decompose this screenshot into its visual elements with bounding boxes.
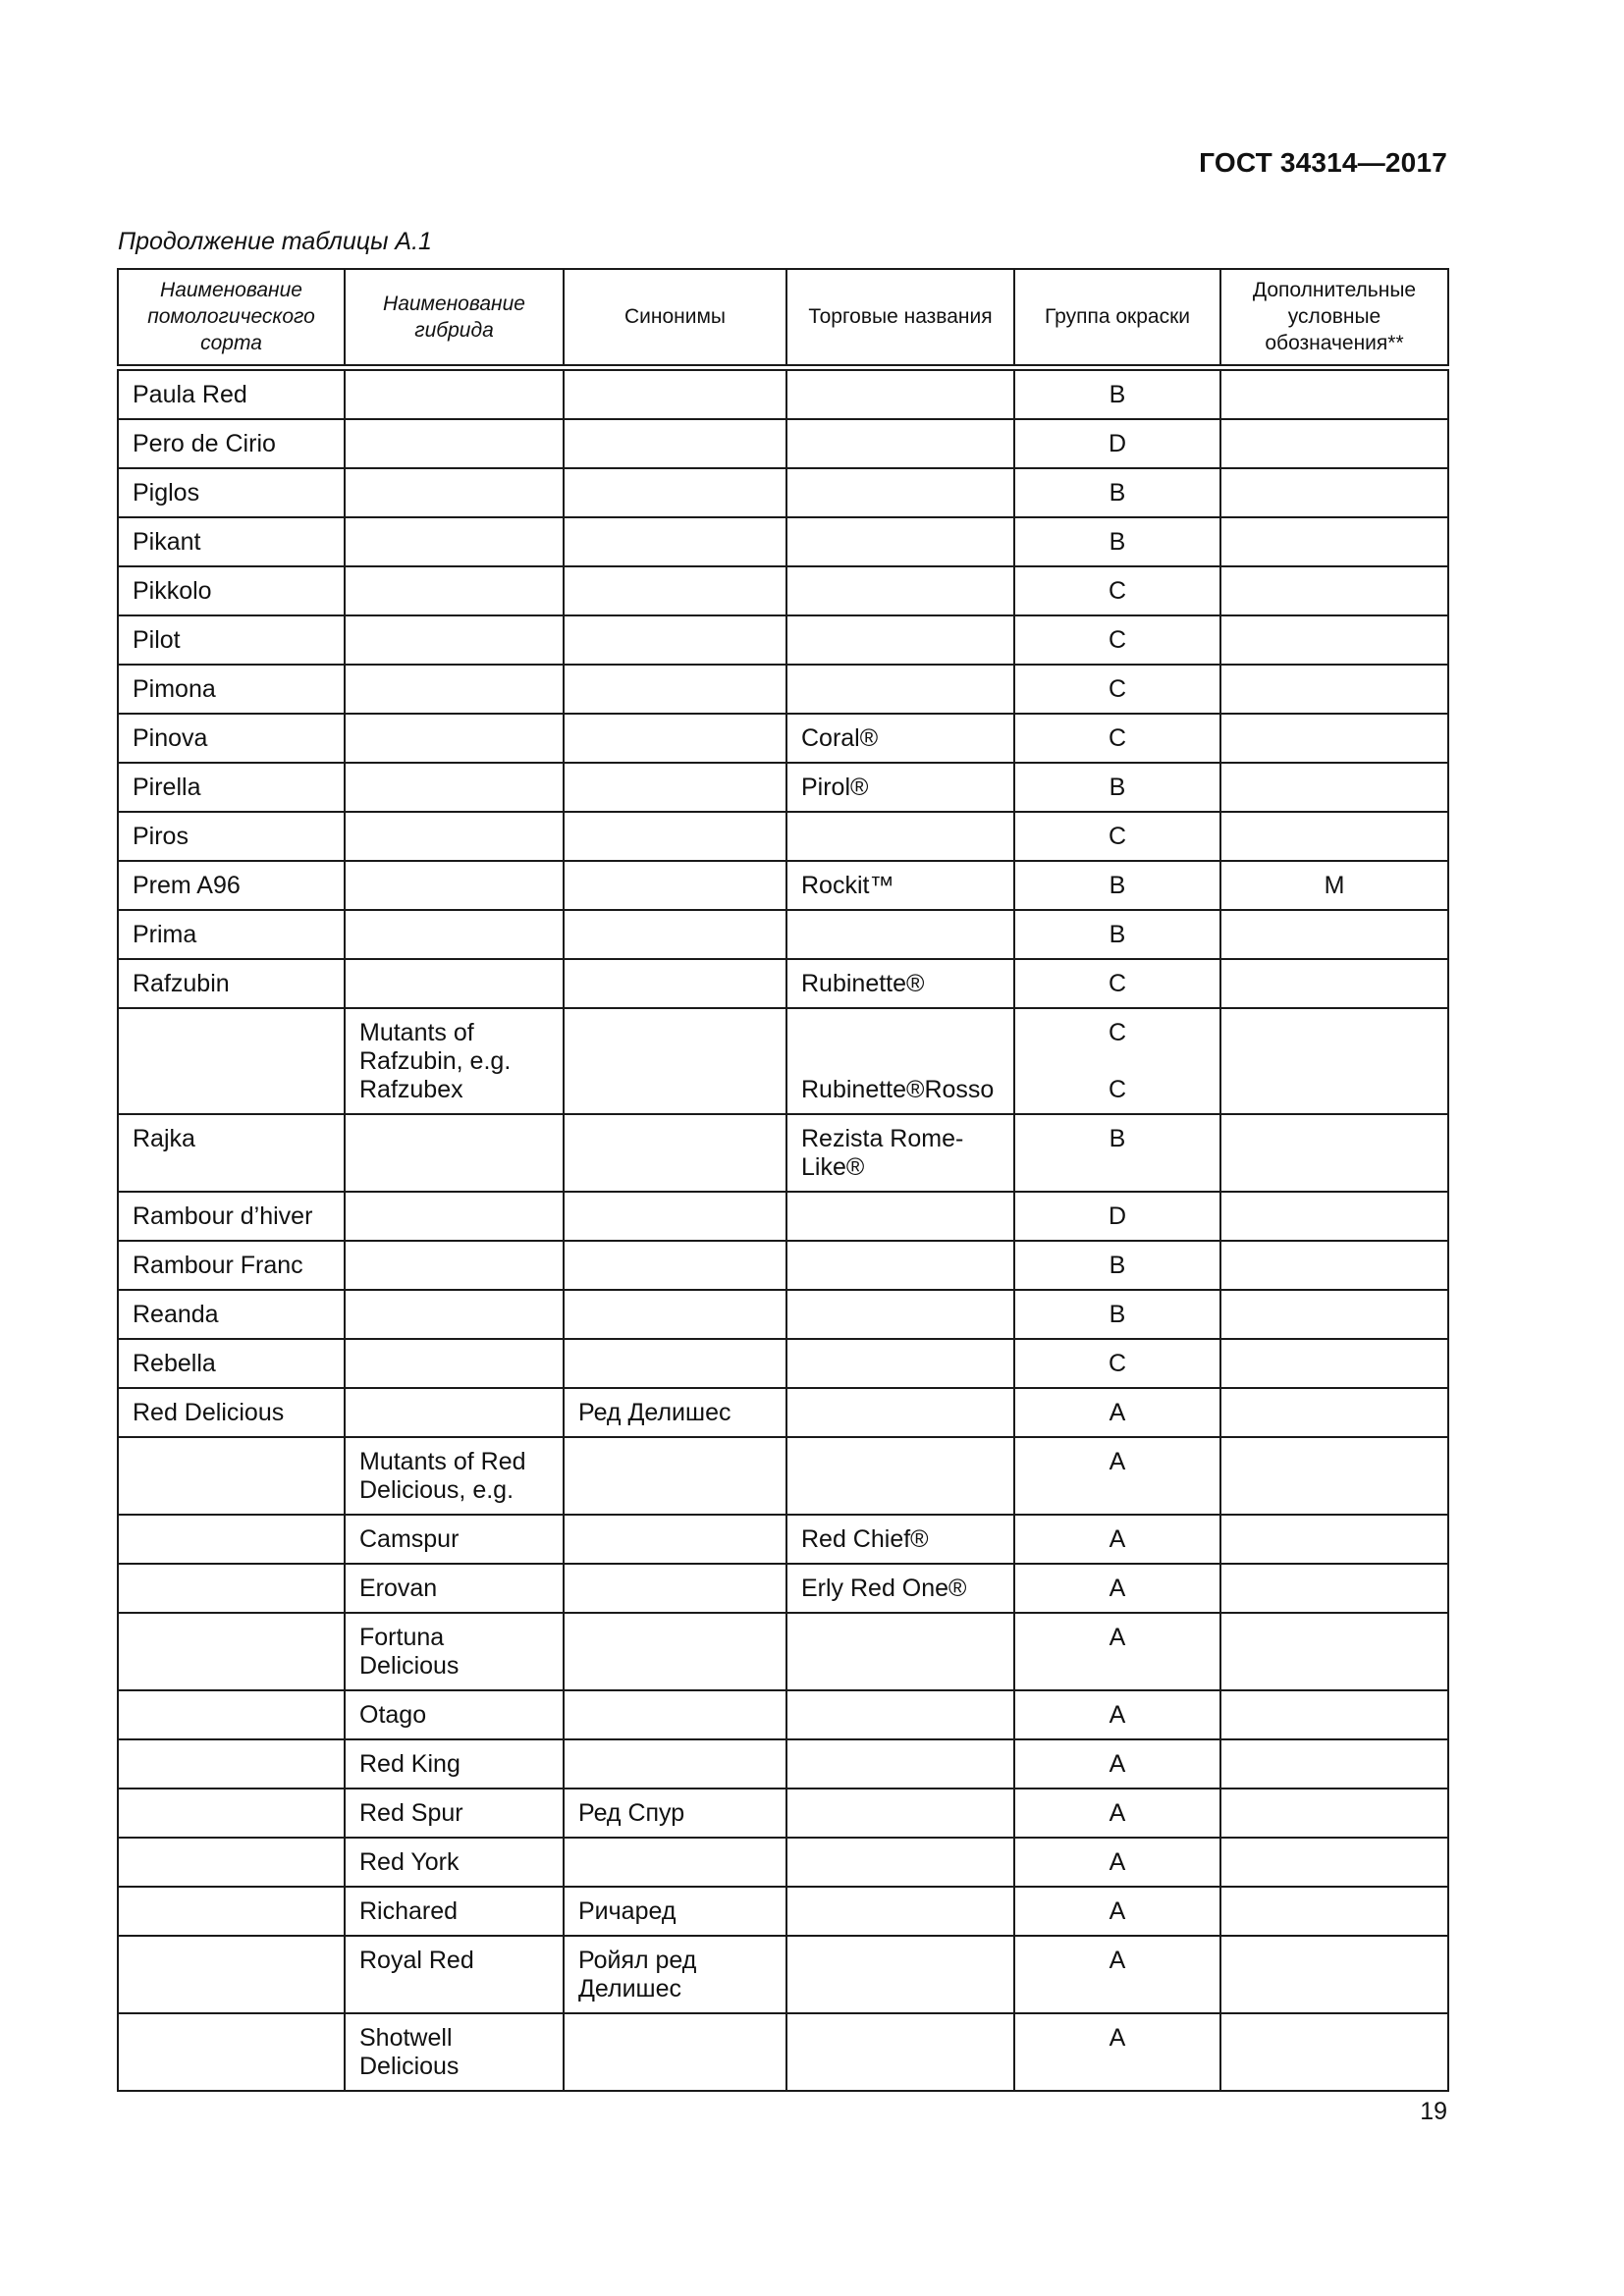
cell-variety (118, 2013, 345, 2091)
cell-hybrid: Fortuna Delicious (345, 1613, 564, 1690)
cell-hybrid (345, 1192, 564, 1241)
cell-color-group: C (1014, 714, 1220, 763)
cell-hybrid (345, 367, 564, 419)
cell-color-group: B (1014, 1114, 1220, 1192)
cell-synonyms (564, 419, 786, 468)
cell-variety: Reanda (118, 1290, 345, 1339)
cell-synonyms (564, 1613, 786, 1690)
cell-extra-mark (1220, 1887, 1448, 1936)
table-row (118, 665, 1448, 714)
cell-trade-name (786, 2013, 1014, 2091)
cell-hybrid (345, 910, 564, 959)
cell-trade-name (786, 468, 1014, 517)
cell-color-group: A (1014, 2013, 1220, 2091)
cell-trade-name (786, 1613, 1014, 1690)
cell-trade-name (786, 1936, 1014, 2013)
cell-color-group: B (1014, 1290, 1220, 1339)
cell-synonyms (564, 1192, 786, 1241)
cell-synonyms (564, 1515, 786, 1564)
cell-trade-name (786, 1192, 1014, 1241)
cell-trade-name: Pirol® (786, 763, 1014, 812)
cell-extra-mark (1220, 763, 1448, 812)
cell-color-group: A (1014, 1789, 1220, 1838)
col-header-extra-marks: Дополнительные условные обозначения** (1220, 269, 1448, 367)
cell-color-group: C (1014, 812, 1220, 861)
cell-trade-name (786, 566, 1014, 615)
col-header-trade-names: Торговые названия (786, 269, 1014, 367)
color-group-value: C (1108, 1018, 1127, 1046)
cell-synonyms (564, 367, 786, 419)
cell-color-group: C (1014, 665, 1220, 714)
cell-trade-name (786, 1690, 1014, 1739)
cell-synonyms (564, 763, 786, 812)
cell-color-group: A (1014, 1564, 1220, 1613)
cell-variety: Prima (118, 910, 345, 959)
table-row (118, 861, 1448, 910)
table-body (118, 367, 1448, 2091)
cell-variety (118, 1613, 345, 1690)
cell-synonyms (564, 615, 786, 665)
cell-synonyms (564, 2013, 786, 2091)
cell-color-group: D (1014, 419, 1220, 468)
table-row (118, 1789, 1448, 1838)
cell-hybrid (345, 959, 564, 1008)
header-row (118, 269, 1448, 367)
cell-color-group: D (1014, 1192, 1220, 1241)
table-row (118, 1339, 1448, 1388)
cell-hybrid (345, 861, 564, 910)
cell-trade-name (786, 1290, 1014, 1339)
cell-synonyms: Ред Делишес (564, 1388, 786, 1437)
table-container (117, 268, 1447, 2092)
cell-hybrid (345, 1290, 564, 1339)
cell-synonyms: Ред Спур (564, 1789, 786, 1838)
cell-hybrid (345, 763, 564, 812)
cell-trade-name: Erly Red One® (786, 1564, 1014, 1613)
cell-variety (118, 1564, 345, 1613)
table-row (118, 1008, 1448, 1114)
cell-hybrid (345, 419, 564, 468)
cell-trade-name (786, 812, 1014, 861)
cell-extra-mark (1220, 1739, 1448, 1789)
cell-hybrid (345, 714, 564, 763)
cell-variety (118, 1936, 345, 2013)
cell-variety: Pimona (118, 665, 345, 714)
cell-color-group: A (1014, 1887, 1220, 1936)
cell-trade-name (786, 1887, 1014, 1936)
cell-extra-mark (1220, 2013, 1448, 2091)
cell-hybrid: Otago (345, 1690, 564, 1739)
table-row (118, 1388, 1448, 1437)
cell-color-group: B (1014, 763, 1220, 812)
cell-hybrid (345, 665, 564, 714)
table-row (118, 1437, 1448, 1515)
cell-trade-name: Coral® (786, 714, 1014, 763)
cell-extra-mark (1220, 1192, 1448, 1241)
cell-extra-mark (1220, 1241, 1448, 1290)
cell-variety: Rebella (118, 1339, 345, 1388)
table-row (118, 1515, 1448, 1564)
cell-extra-mark (1220, 1388, 1448, 1437)
cell-variety: Piglos (118, 468, 345, 517)
table-row (118, 1192, 1448, 1241)
cell-trade-name: Rubinette® (786, 959, 1014, 1008)
cell-synonyms (564, 1564, 786, 1613)
cell-hybrid: Erovan (345, 1564, 564, 1613)
cell-synonyms (564, 1437, 786, 1515)
col-header-variety: Наименование помологического сорта (118, 269, 345, 367)
cell-variety: Red Delicious (118, 1388, 345, 1437)
cell-variety (118, 1739, 345, 1789)
table-row (118, 1936, 1448, 2013)
cell-extra-mark (1220, 517, 1448, 566)
cell-color-group: A (1014, 1739, 1220, 1789)
cell-trade-name (786, 367, 1014, 419)
cell-hybrid: Royal Red (345, 1936, 564, 2013)
cell-trade-name (786, 517, 1014, 566)
cell-color-group: A (1014, 1388, 1220, 1437)
cell-color-group: A (1014, 1936, 1220, 2013)
cell-trade-name: Red Chief® (786, 1515, 1014, 1564)
cell-color-group: B (1014, 517, 1220, 566)
cell-color-group: B (1014, 1241, 1220, 1290)
cell-trade-name: Rockit™ (786, 861, 1014, 910)
cell-trade-name (786, 1437, 1014, 1515)
cell-synonyms (564, 517, 786, 566)
cell-color-group: C (1014, 959, 1220, 1008)
cell-extra-mark (1220, 910, 1448, 959)
table-header (118, 269, 1448, 367)
cell-color-group: B (1014, 910, 1220, 959)
cell-trade-name (786, 1008, 1014, 1114)
table-row (118, 959, 1448, 1008)
table-row (118, 910, 1448, 959)
cell-color-group: A (1014, 1515, 1220, 1564)
cell-synonyms (564, 1739, 786, 1789)
cell-hybrid: Mutants of Red Delicious, e.g. (345, 1437, 564, 1515)
cell-extra-mark (1220, 665, 1448, 714)
cell-variety: Rambour d’hiver (118, 1192, 345, 1241)
table-row (118, 1290, 1448, 1339)
cell-trade-name (786, 665, 1014, 714)
table-row (118, 1690, 1448, 1739)
cell-color-group: A (1014, 1613, 1220, 1690)
cell-extra-mark (1220, 566, 1448, 615)
cell-trade-name (786, 419, 1014, 468)
cell-synonyms (564, 1241, 786, 1290)
cell-hybrid: Mutants of Rafzubin, e.g. Rafzubex (345, 1008, 564, 1114)
cell-trade-name (786, 1339, 1014, 1388)
cell-color-group: C (1014, 1339, 1220, 1388)
col-header-color-group: Группа окраски (1014, 269, 1220, 367)
cell-extra-mark (1220, 959, 1448, 1008)
cell-trade-name (786, 1838, 1014, 1887)
cell-hybrid (345, 812, 564, 861)
cell-variety: Rajka (118, 1114, 345, 1192)
color-group-value: C (1108, 1075, 1127, 1103)
cell-hybrid (345, 1388, 564, 1437)
table-row (118, 1613, 1448, 1690)
cell-variety: Pirella (118, 763, 345, 812)
cell-extra-mark (1220, 1114, 1448, 1192)
table-row (118, 1739, 1448, 1789)
cell-variety: Paula Red (118, 367, 345, 419)
cell-synonyms: Ройял ред Делишес (564, 1936, 786, 2013)
cell-color-group: A (1014, 1437, 1220, 1515)
table-row (118, 419, 1448, 468)
cell-variety: Rambour Franc (118, 1241, 345, 1290)
cell-color-group (1014, 1008, 1220, 1114)
cell-synonyms (564, 812, 786, 861)
cell-hybrid: Red York (345, 1838, 564, 1887)
cell-synonyms (564, 1838, 786, 1887)
cell-variety: Piros (118, 812, 345, 861)
table-row (118, 615, 1448, 665)
cell-hybrid (345, 1241, 564, 1290)
cell-hybrid: Richared (345, 1887, 564, 1936)
cell-color-group: B (1014, 468, 1220, 517)
cell-extra-mark (1220, 419, 1448, 468)
cell-synonyms (564, 1339, 786, 1388)
cell-extra-mark (1220, 1789, 1448, 1838)
cell-variety (118, 1008, 345, 1114)
cell-hybrid (345, 468, 564, 517)
col-header-hybrid: Наименование гибрида (345, 269, 564, 367)
cell-variety: Pero de Cirio (118, 419, 345, 468)
cell-color-group: C (1014, 566, 1220, 615)
cell-hybrid: Shotwell Delicious (345, 2013, 564, 2091)
cell-trade-name (786, 1241, 1014, 1290)
spacer (1029, 1047, 1206, 1076)
table-row (118, 566, 1448, 615)
cell-variety: Prem A96 (118, 861, 345, 910)
cell-extra-mark (1220, 1838, 1448, 1887)
apple-varieties-table (117, 268, 1449, 2092)
cell-extra-mark: M (1220, 861, 1448, 910)
cell-extra-mark (1220, 1290, 1448, 1339)
table-caption: Продолжение таблицы А.1 (118, 228, 432, 255)
cell-trade-name (786, 1739, 1014, 1789)
cell-extra-mark (1220, 1564, 1448, 1613)
cell-variety (118, 1437, 345, 1515)
cell-variety: Pikkolo (118, 566, 345, 615)
cell-hybrid: Red King (345, 1739, 564, 1789)
col-header-synonyms: Синонимы (564, 269, 786, 367)
cell-variety: Pikant (118, 517, 345, 566)
cell-extra-mark (1220, 714, 1448, 763)
table-row (118, 1241, 1448, 1290)
cell-hybrid (345, 566, 564, 615)
cell-variety: Pilot (118, 615, 345, 665)
table-row (118, 1114, 1448, 1192)
cell-synonyms (564, 1290, 786, 1339)
cell-trade-name (786, 910, 1014, 959)
cell-extra-mark (1220, 1613, 1448, 1690)
table-row (118, 1887, 1448, 1936)
cell-variety (118, 1515, 345, 1564)
cell-color-group: A (1014, 1838, 1220, 1887)
cell-variety: Rafzubin (118, 959, 345, 1008)
table-row (118, 2013, 1448, 2091)
cell-variety: Pinova (118, 714, 345, 763)
cell-color-group: B (1014, 861, 1220, 910)
table-row (118, 1838, 1448, 1887)
table-row (118, 517, 1448, 566)
table-row (118, 714, 1448, 763)
cell-variety (118, 1789, 345, 1838)
cell-trade-name (786, 615, 1014, 665)
cell-variety (118, 1838, 345, 1887)
cell-synonyms (564, 665, 786, 714)
cell-extra-mark (1220, 1437, 1448, 1515)
document-code: ГОСТ 34314—2017 (1199, 147, 1447, 178)
page-number: 19 (1420, 2098, 1447, 2125)
cell-synonyms (564, 910, 786, 959)
cell-extra-mark (1220, 1008, 1448, 1114)
spacer (801, 1019, 1000, 1076)
trade-name-value: Rubinette®Rosso (801, 1075, 995, 1103)
cell-trade-name (786, 1388, 1014, 1437)
cell-color-group: B (1014, 367, 1220, 419)
cell-extra-mark (1220, 1690, 1448, 1739)
cell-synonyms (564, 714, 786, 763)
cell-extra-mark (1220, 1515, 1448, 1564)
table-row (118, 1564, 1448, 1613)
cell-extra-mark (1220, 1339, 1448, 1388)
cell-hybrid (345, 1114, 564, 1192)
cell-synonyms (564, 468, 786, 517)
cell-extra-mark (1220, 812, 1448, 861)
cell-hybrid: Camspur (345, 1515, 564, 1564)
cell-hybrid (345, 1339, 564, 1388)
cell-hybrid (345, 615, 564, 665)
cell-variety (118, 1887, 345, 1936)
cell-synonyms (564, 861, 786, 910)
cell-synonyms (564, 1690, 786, 1739)
cell-trade-name: Rezista Rome-Like® (786, 1114, 1014, 1192)
cell-synonyms (564, 959, 786, 1008)
cell-synonyms (564, 566, 786, 615)
cell-extra-mark (1220, 1936, 1448, 2013)
cell-color-group: C (1014, 615, 1220, 665)
cell-synonyms: Ричаред (564, 1887, 786, 1936)
table-row (118, 812, 1448, 861)
cell-extra-mark (1220, 615, 1448, 665)
cell-trade-name (786, 1789, 1014, 1838)
cell-hybrid: Red Spur (345, 1789, 564, 1838)
cell-synonyms (564, 1114, 786, 1192)
table-row (118, 367, 1448, 419)
cell-color-group: A (1014, 1690, 1220, 1739)
cell-synonyms (564, 1008, 786, 1114)
cell-extra-mark (1220, 468, 1448, 517)
cell-hybrid (345, 517, 564, 566)
table-row (118, 763, 1448, 812)
cell-variety (118, 1690, 345, 1739)
cell-extra-mark (1220, 367, 1448, 419)
table-row (118, 468, 1448, 517)
